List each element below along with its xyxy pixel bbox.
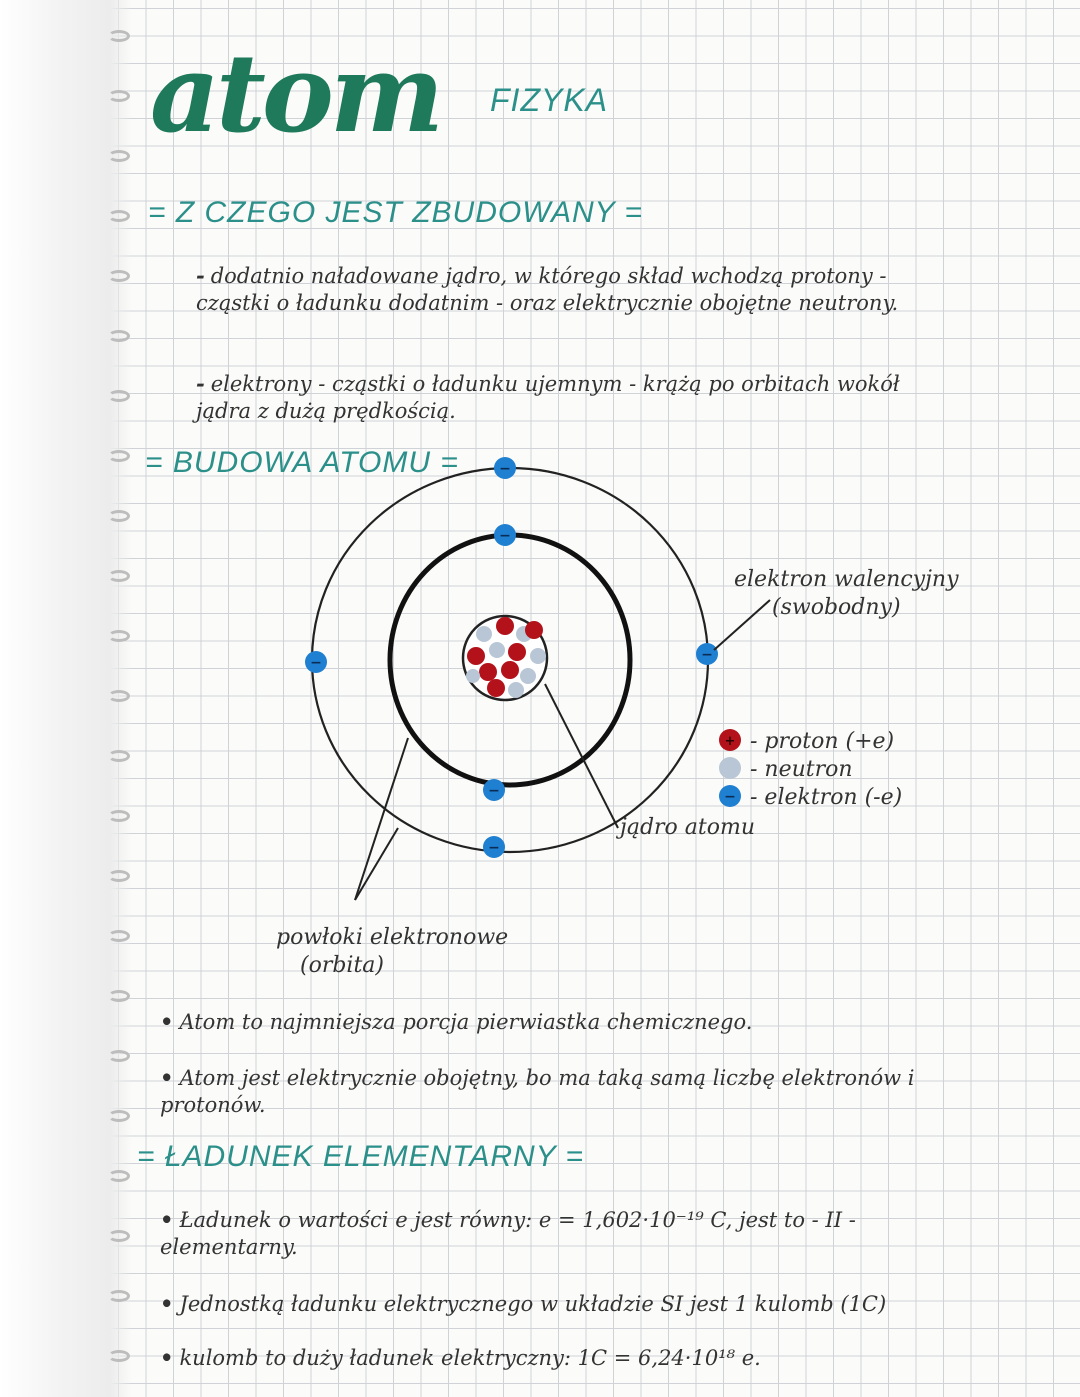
- composition-bullet-text: elektrony - cząstki o ładunku ujemnym - krążą po orbitach wokół jądra z dużą prędkością.: [196, 372, 900, 423]
- nucleus-pointer: [545, 684, 618, 828]
- proton: [467, 647, 485, 665]
- subject-label: FIZYKA: [490, 82, 609, 118]
- charge-fact-3: • kulomb to duży ładunek elektryczny: 1C = 6,24·10¹⁸ e.: [160, 1345, 761, 1370]
- svg-text:+: +: [724, 734, 736, 749]
- neutron: [520, 668, 536, 684]
- shells-sublabel: (orbita): [300, 953, 385, 978]
- charge-fact-1: • Ładunek o wartości e jest równy: e = 1,602·10⁻¹⁹ C, jest to - II - elementarny.: [160, 1207, 856, 1259]
- nucleus-label: jądro atomu: [620, 815, 756, 840]
- charge-fact-text: kulomb to duży ładunek elektryczny: 1C = 6,24·10¹⁸ e.: [179, 1346, 761, 1370]
- legend-swatches: [719, 729, 741, 807]
- atom-fact-2: • Atom jest elektrycznie obojętny, bo ma taką samą liczbę elektronów i protonów.: [160, 1065, 915, 1117]
- legend-proton-label: - proton (+e): [750, 729, 895, 754]
- legend-neutron-label: - neutron: [750, 757, 853, 782]
- valence-electron-label: elektron walencyjny: [734, 567, 959, 592]
- atom-fact-text: Atom jest elektrycznie obojętny, bo ma taką samą liczbę elektronów i protonów.: [160, 1066, 915, 1117]
- neutron: [476, 626, 492, 642]
- svg-text:−: −: [499, 461, 511, 477]
- charge-fact-2: • Jednostką ładunku elektrycznego w układzie SI jest 1 kulomb (1C): [160, 1291, 887, 1316]
- charge-fact-text: Jednostką ładunku elektrycznego w układzie SI jest 1 kulomb (1C): [179, 1292, 887, 1316]
- svg-text:−: −: [310, 655, 322, 671]
- atom-fact-1: • Atom to najmniejsza porcja pierwiastka chemicznego.: [160, 1009, 753, 1034]
- shells-label: powłoki elektronowe: [276, 925, 509, 950]
- svg-text:−: −: [701, 647, 713, 663]
- composition-bullet-text: dodatnio naładowane jądro, w którego skład wchodzą protony - cząstki o ładunku dodatnim - oraz elektrycznie obojętne neutrony.: [196, 264, 899, 315]
- composition-bullet-1: - dodatnio naładowane jądro, w którego skład wchodzą protony - cząstki o ładunku dodatnim - oraz elektrycznie obojętne neutrony.: [196, 263, 899, 315]
- legend-electron-label: - elektron (-e): [750, 785, 903, 810]
- proton: [508, 643, 526, 661]
- svg-text:−: −: [488, 840, 500, 856]
- valence-pointer: [714, 600, 770, 650]
- section-heading-composition: = Z CZEGO JEST ZBUDOWANY =: [148, 196, 643, 229]
- section-heading-structure: = BUDOWA ATOMU =: [145, 446, 459, 479]
- proton: [525, 621, 543, 639]
- shell-pointer-outer: [355, 828, 398, 900]
- valence-electron-sublabel: (swobodny): [772, 595, 901, 620]
- section-heading-elementary-charge: = ŁADUNEK ELEMENTARNY =: [137, 1140, 585, 1173]
- neutron: [530, 648, 546, 664]
- composition-bullet-2: - elektrony - cząstki o ładunku ujemnym - krążą po orbitach wokół jądra z dużą prędkością.: [196, 371, 900, 423]
- svg-text:−: −: [488, 783, 500, 799]
- legend-neutron-icon: [719, 757, 741, 779]
- neutron: [466, 669, 480, 683]
- charge-fact-text: Ładunek o wartości e jest równy: e = 1,602·10⁻¹⁹ C, jest to - II - elementarny.: [160, 1208, 856, 1259]
- svg-text:−: −: [724, 789, 736, 805]
- proton: [496, 617, 514, 635]
- neutron: [508, 682, 524, 698]
- atom-fact-text: Atom to najmniejsza porcja pierwiastka chemicznego.: [179, 1010, 753, 1034]
- proton: [479, 663, 497, 681]
- proton: [501, 661, 519, 679]
- neutron: [489, 642, 505, 658]
- svg-text:−: −: [499, 528, 511, 544]
- proton: [487, 679, 505, 697]
- page-title: atom: [150, 31, 441, 157]
